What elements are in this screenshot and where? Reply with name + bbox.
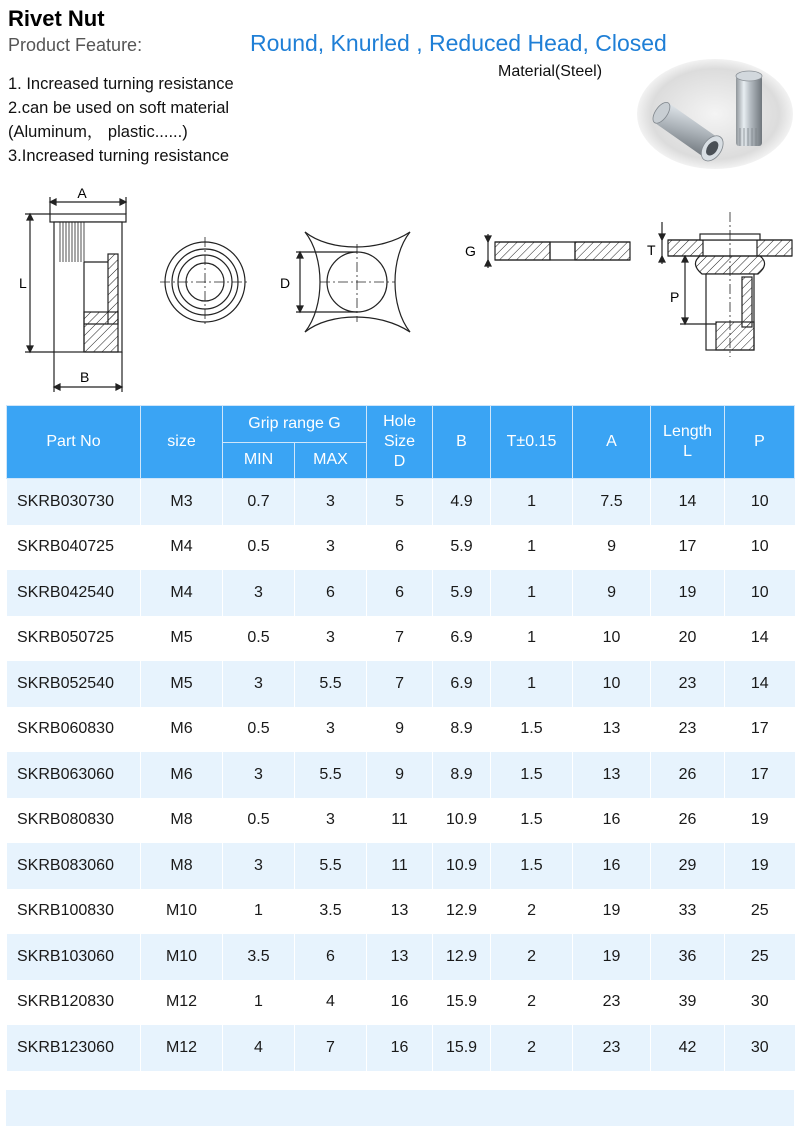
grip-max-cell: 6 (295, 570, 367, 616)
length-cell: 14 (651, 479, 725, 525)
table-row (7, 525, 795, 571)
p-cell: 17 (725, 752, 795, 798)
grip-max-cell: 6 (295, 934, 367, 980)
part-no-cell: SKRB050725 (7, 616, 141, 662)
header-hole-size-line: Size (383, 433, 416, 450)
part-no-cell: SKRB083060 (7, 843, 141, 889)
size-cell: M8 (141, 843, 223, 889)
a-cell: 10 (573, 616, 651, 662)
t-cell: 2 (491, 934, 573, 980)
a-cell: 13 (573, 752, 651, 798)
a-cell: 13 (573, 707, 651, 753)
header-max: MAX (295, 442, 367, 479)
size-cell: M6 (141, 752, 223, 798)
table-row (7, 1025, 795, 1071)
header-hole-size (367, 406, 433, 479)
header-p: P (725, 406, 795, 479)
hole-drawing (296, 212, 410, 352)
header-min: MIN (223, 442, 295, 479)
dimension-label-a: A (77, 185, 87, 201)
length-cell: 26 (651, 752, 725, 798)
product-photo (636, 58, 794, 170)
a-cell: 9 (573, 570, 651, 616)
t-cell: 2 (491, 1025, 573, 1071)
hole-size-cell: 6 (367, 570, 433, 616)
header-length (651, 406, 725, 479)
length-cell: 36 (651, 934, 725, 980)
table-row (7, 752, 795, 798)
table-row (7, 479, 795, 525)
table-row (7, 843, 795, 889)
hole-size-cell: 6 (367, 525, 433, 571)
b-cell: 4.9 (433, 479, 491, 525)
plate-section-drawing (485, 234, 630, 268)
length-cell: 29 (651, 843, 725, 889)
part-no-cell: SKRB060830 (7, 707, 141, 753)
p-cell: 30 (725, 1025, 795, 1071)
hole-size-cell: 13 (367, 934, 433, 980)
hole-size-cell: 16 (367, 1025, 433, 1071)
p-cell: 14 (725, 661, 795, 707)
length-cell: 26 (651, 798, 725, 844)
grip-min-cell: 3.5 (223, 934, 295, 980)
hole-size-cell: 9 (367, 707, 433, 753)
table-body (7, 479, 795, 1071)
material-label: Material(Steel) (498, 63, 603, 80)
header-hole-size-line: D (393, 453, 406, 470)
b-cell: 5.9 (433, 570, 491, 616)
grip-min-cell: 0.5 (223, 525, 295, 571)
t-cell: 1 (491, 661, 573, 707)
dimension-label-l: L (19, 275, 27, 291)
size-cell: M12 (141, 980, 223, 1026)
length-cell: 42 (651, 1025, 725, 1071)
product-subtitle: Round, Knurled , Reduced Head, Closed (250, 30, 667, 56)
length-cell: 17 (651, 525, 725, 571)
table-row (7, 798, 795, 844)
part-no-cell: SKRB080830 (7, 798, 141, 844)
b-cell: 10.9 (433, 843, 491, 889)
p-cell: 19 (725, 798, 795, 844)
part-no-cell: SKRB030730 (7, 479, 141, 525)
page-title: Rivet Nut (8, 6, 105, 31)
t-cell: 1.5 (491, 752, 573, 798)
p-cell: 10 (725, 479, 795, 525)
grip-max-cell: 3 (295, 798, 367, 844)
size-cell: M4 (141, 570, 223, 616)
t-cell: 1 (491, 479, 573, 525)
part-no-cell: SKRB042540 (7, 570, 141, 616)
table-row (7, 980, 795, 1026)
p-cell: 10 (725, 570, 795, 616)
hole-size-cell: 7 (367, 616, 433, 662)
table-row (7, 707, 795, 753)
size-cell: M8 (141, 798, 223, 844)
size-cell: M5 (141, 661, 223, 707)
size-cell: M6 (141, 707, 223, 753)
a-cell: 23 (573, 1025, 651, 1071)
grip-max-cell: 7 (295, 1025, 367, 1071)
header-part-no: Part No (7, 406, 141, 479)
grip-max-cell: 3.5 (295, 889, 367, 935)
p-cell: 30 (725, 980, 795, 1026)
t-cell: 1 (491, 570, 573, 616)
b-cell: 12.9 (433, 934, 491, 980)
grip-max-cell: 5.5 (295, 661, 367, 707)
dimension-label-g: G (465, 243, 476, 259)
dimension-label-t: T (647, 242, 656, 258)
p-cell: 19 (725, 843, 795, 889)
hole-size-cell: 13 (367, 889, 433, 935)
header-a: A (573, 406, 651, 479)
b-cell: 8.9 (433, 707, 491, 753)
top-view-drawing (160, 237, 250, 327)
feature-list (8, 72, 234, 168)
grip-min-cell: 3 (223, 570, 295, 616)
t-cell: 2 (491, 980, 573, 1026)
p-cell: 10 (725, 525, 795, 571)
length-cell: 19 (651, 570, 725, 616)
table-row (7, 570, 795, 616)
product-feature-label: Product Feature: (8, 35, 143, 55)
hole-size-cell: 7 (367, 661, 433, 707)
part-no-cell: SKRB100830 (7, 889, 141, 935)
grip-min-cell: 0.5 (223, 707, 295, 753)
grip-min-cell: 1 (223, 980, 295, 1026)
table-footer-band (6, 1090, 794, 1126)
table-row (7, 661, 795, 707)
header-length-line: L (683, 443, 692, 460)
t-cell: 1.5 (491, 707, 573, 753)
hole-size-cell: 11 (367, 843, 433, 889)
header-b: B (433, 406, 491, 479)
grip-max-cell: 5.5 (295, 843, 367, 889)
feature-item: 2.can be used on soft material (8, 99, 230, 117)
b-cell: 6.9 (433, 616, 491, 662)
a-cell: 19 (573, 934, 651, 980)
grip-max-cell: 3 (295, 525, 367, 571)
t-cell: 1 (491, 525, 573, 571)
part-no-cell: SKRB103060 (7, 934, 141, 980)
part-no-cell: SKRB052540 (7, 661, 141, 707)
part-no-cell: SKRB040725 (7, 525, 141, 571)
table-row (7, 889, 795, 935)
grip-min-cell: 3 (223, 661, 295, 707)
table-row (7, 616, 795, 662)
a-cell: 23 (573, 980, 651, 1026)
t-cell: 1.5 (491, 798, 573, 844)
t-cell: 2 (491, 889, 573, 935)
header-length-line: Length (663, 423, 712, 440)
header-t: T±0.15 (491, 406, 573, 479)
a-cell: 16 (573, 843, 651, 889)
dimension-label-d: D (280, 275, 291, 291)
grip-min-cell: 3 (223, 843, 295, 889)
length-cell: 39 (651, 980, 725, 1026)
grip-max-cell: 3 (295, 707, 367, 753)
header-grip-range: Grip range G (223, 406, 367, 443)
a-cell: 7.5 (573, 479, 651, 525)
grip-max-cell: 4 (295, 980, 367, 1026)
b-cell: 8.9 (433, 752, 491, 798)
a-cell: 9 (573, 525, 651, 571)
p-cell: 25 (725, 934, 795, 980)
size-cell: M10 (141, 934, 223, 980)
hole-size-cell: 11 (367, 798, 433, 844)
technical-drawings (0, 182, 800, 392)
grip-min-cell: 4 (223, 1025, 295, 1071)
grip-min-cell: 0.5 (223, 616, 295, 662)
side-view-drawing (25, 197, 126, 392)
t-cell: 1 (491, 616, 573, 662)
a-cell: 10 (573, 661, 651, 707)
header-size: size (141, 406, 223, 479)
a-cell: 19 (573, 889, 651, 935)
t-cell: 1.5 (491, 843, 573, 889)
p-cell: 14 (725, 616, 795, 662)
feature-item: 1. Increased turning resistance (8, 75, 234, 93)
b-cell: 15.9 (433, 980, 491, 1026)
grip-min-cell: 0.5 (223, 798, 295, 844)
grip-max-cell: 3 (295, 479, 367, 525)
grip-min-cell: 1 (223, 889, 295, 935)
hole-size-cell: 16 (367, 980, 433, 1026)
b-cell: 6.9 (433, 661, 491, 707)
hole-size-cell: 5 (367, 479, 433, 525)
installed-view-drawing (659, 212, 792, 357)
a-cell: 16 (573, 798, 651, 844)
grip-min-cell: 0.7 (223, 479, 295, 525)
header-hole-size-line: Hole (383, 413, 416, 430)
grip-max-cell: 5.5 (295, 752, 367, 798)
feature-item: (Aluminum， plastic......) (8, 123, 188, 141)
b-cell: 5.9 (433, 525, 491, 571)
b-cell: 10.9 (433, 798, 491, 844)
p-cell: 25 (725, 889, 795, 935)
part-no-cell: SKRB063060 (7, 752, 141, 798)
b-cell: 15.9 (433, 1025, 491, 1071)
feature-item: 3.Increased turning resistance (8, 147, 230, 165)
grip-min-cell: 3 (223, 752, 295, 798)
length-cell: 33 (651, 889, 725, 935)
dimension-label-b: B (80, 369, 90, 385)
b-cell: 12.9 (433, 889, 491, 935)
size-cell: M3 (141, 479, 223, 525)
part-no-cell: SKRB120830 (7, 980, 141, 1026)
grip-max-cell: 3 (295, 616, 367, 662)
length-cell: 23 (651, 707, 725, 753)
p-cell: 17 (725, 707, 795, 753)
hole-size-cell: 9 (367, 752, 433, 798)
length-cell: 23 (651, 661, 725, 707)
length-cell: 20 (651, 616, 725, 662)
table-row (7, 934, 795, 980)
dimension-label-p: P (670, 289, 680, 305)
part-no-cell: SKRB123060 (7, 1025, 141, 1071)
spec-table (6, 405, 795, 1071)
size-cell: M4 (141, 525, 223, 571)
size-cell: M10 (141, 889, 223, 935)
size-cell: M12 (141, 1025, 223, 1071)
size-cell: M5 (141, 616, 223, 662)
